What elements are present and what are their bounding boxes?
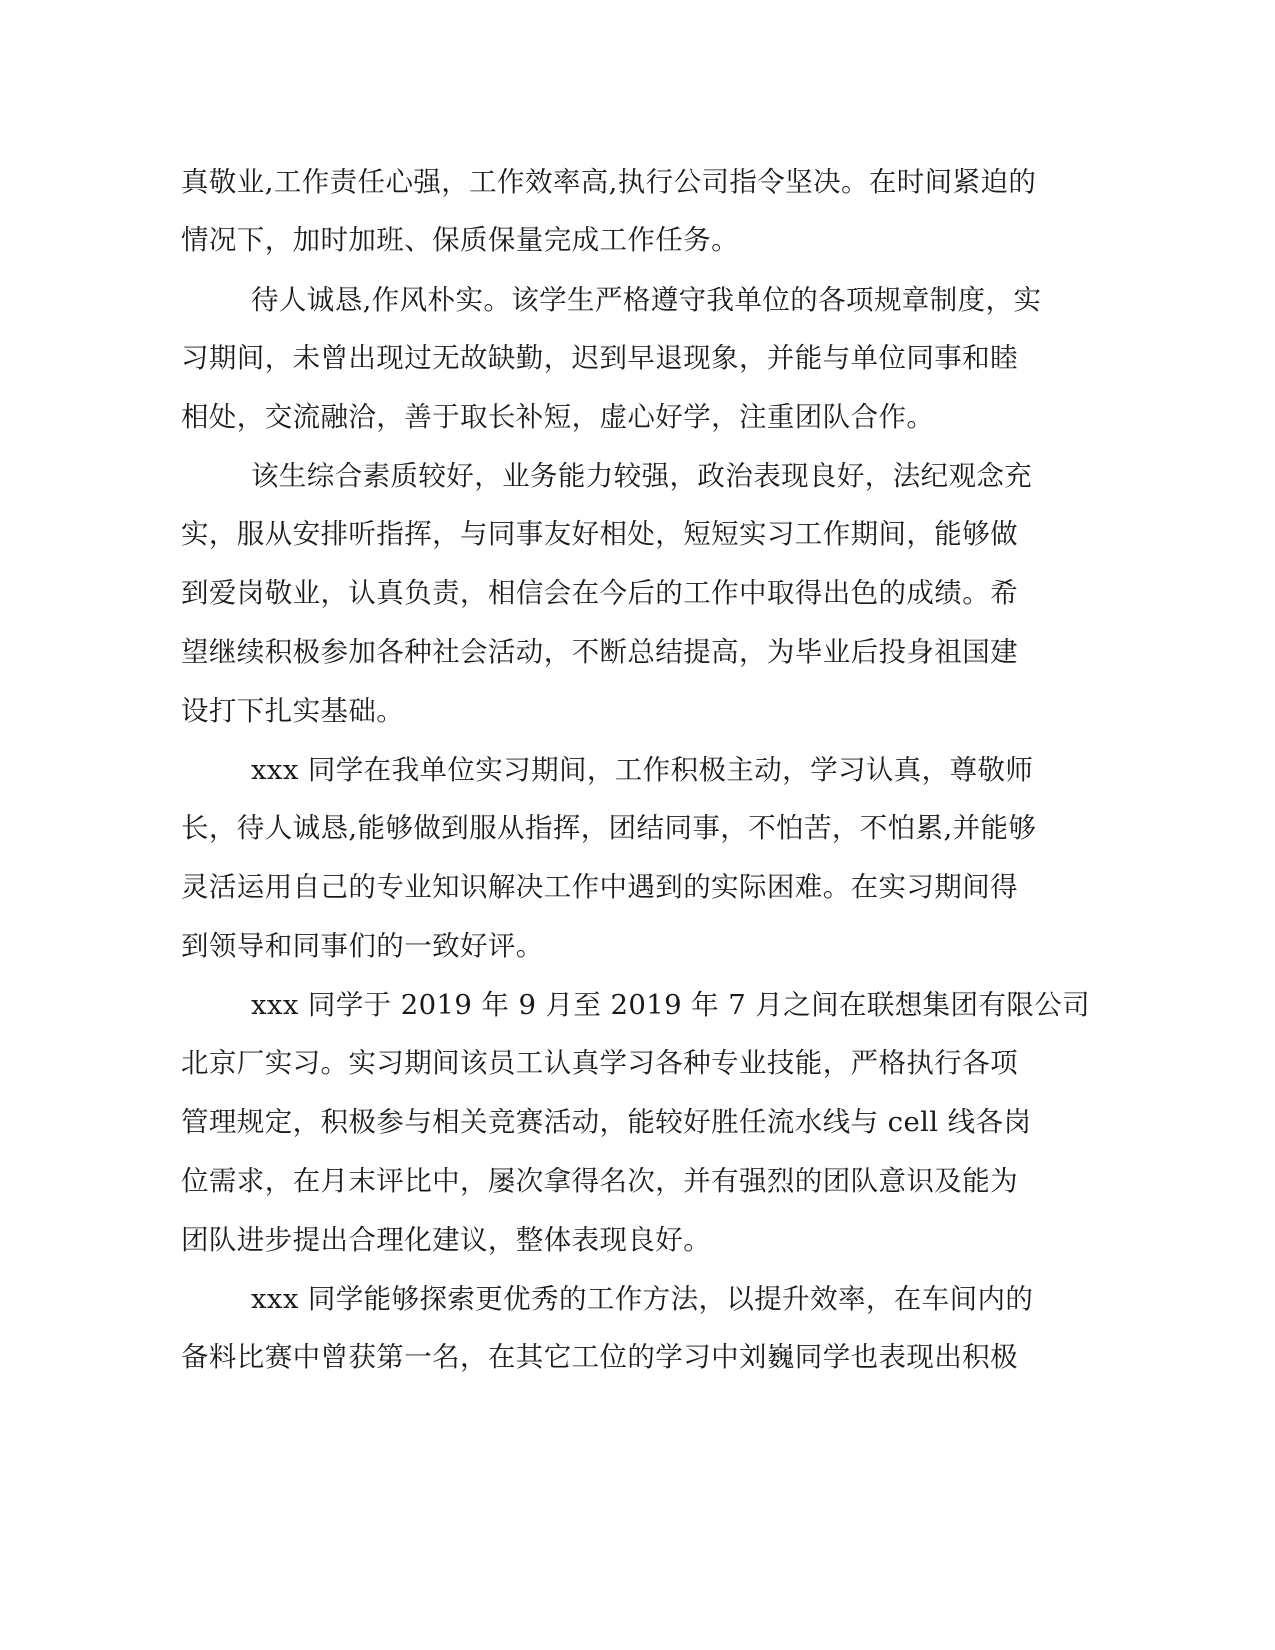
- text-line: 到领导和同事们的一致好评。: [181, 930, 544, 962]
- text-line: 真敬业,工作责任心强，工作效率高,执行公司指令坚决。在时间紧迫的: [181, 166, 1037, 198]
- text-line: 管理规定，积极参与相关竞赛活动，能较好胜任流水线与 cell 线各岗: [181, 1106, 1032, 1138]
- paragraph-start-line: xxx 同学于 2019 年 9 月至 2019 年 7 月之间在联想集团有限公司: [251, 989, 1091, 1021]
- text-line: 相处，交流融洽，善于取长补短，虚心好学，注重团队合作。: [181, 401, 935, 433]
- text-line: 北京厂实习。实习期间该员工认真学习各种专业技能，严格执行各项: [181, 1047, 1018, 1079]
- text-line: 到爱岗敬业，认真负责，相信会在今后的工作中取得出色的成绩。希: [181, 577, 1018, 609]
- text-line: 设打下扎实基础。: [181, 695, 405, 727]
- paragraph-start-line: xxx 同学在我单位实习期间，工作积极主动，学习认真，尊敬师: [251, 754, 1034, 786]
- text-line: 备料比赛中曾获第一名，在其它工位的学习中刘巍同学也表现出积极: [181, 1341, 1018, 1373]
- text-line: 习期间，未曾出现过无故缺勤，迟到早退现象，并能与单位同事和睦: [181, 342, 1018, 374]
- text-line: 位需求，在月末评比中，屡次拿得名次，并有强烈的团队意识及能为: [181, 1165, 1018, 1197]
- text-line: 团队进步提出合理化建议，整体表现良好。: [181, 1224, 712, 1256]
- text-line: 长，待人诚恳,能够做到服从指挥，团结同事，不怕苦，不怕累,并能够: [181, 812, 1037, 844]
- paragraph-start-line: 待人诚恳,作风朴实。该学生严格遵守我单位的各项规章制度，实: [251, 284, 1042, 316]
- paragraph-start-line: 该生综合素质较好，业务能力较强，政治表现良好，法纪观念充: [251, 460, 1033, 492]
- text-line: 望继续积极参加各种社会活动，不断总结提高，为毕业后投身祖国建: [181, 636, 1018, 668]
- text-line: 实，服从安排听指挥，与同事友好相处，短短实习工作期间，能够做: [181, 518, 1018, 550]
- text-line: 情况下，加时加班、保质保量完成工作任务。: [181, 224, 739, 256]
- paragraph-start-line: xxx 同学能够探索更优秀的工作方法，以提升效率，在车间内的: [251, 1283, 1034, 1315]
- text-line: 灵活运用自己的专业知识解决工作中遇到的实际困难。在实习期间得: [181, 871, 1018, 903]
